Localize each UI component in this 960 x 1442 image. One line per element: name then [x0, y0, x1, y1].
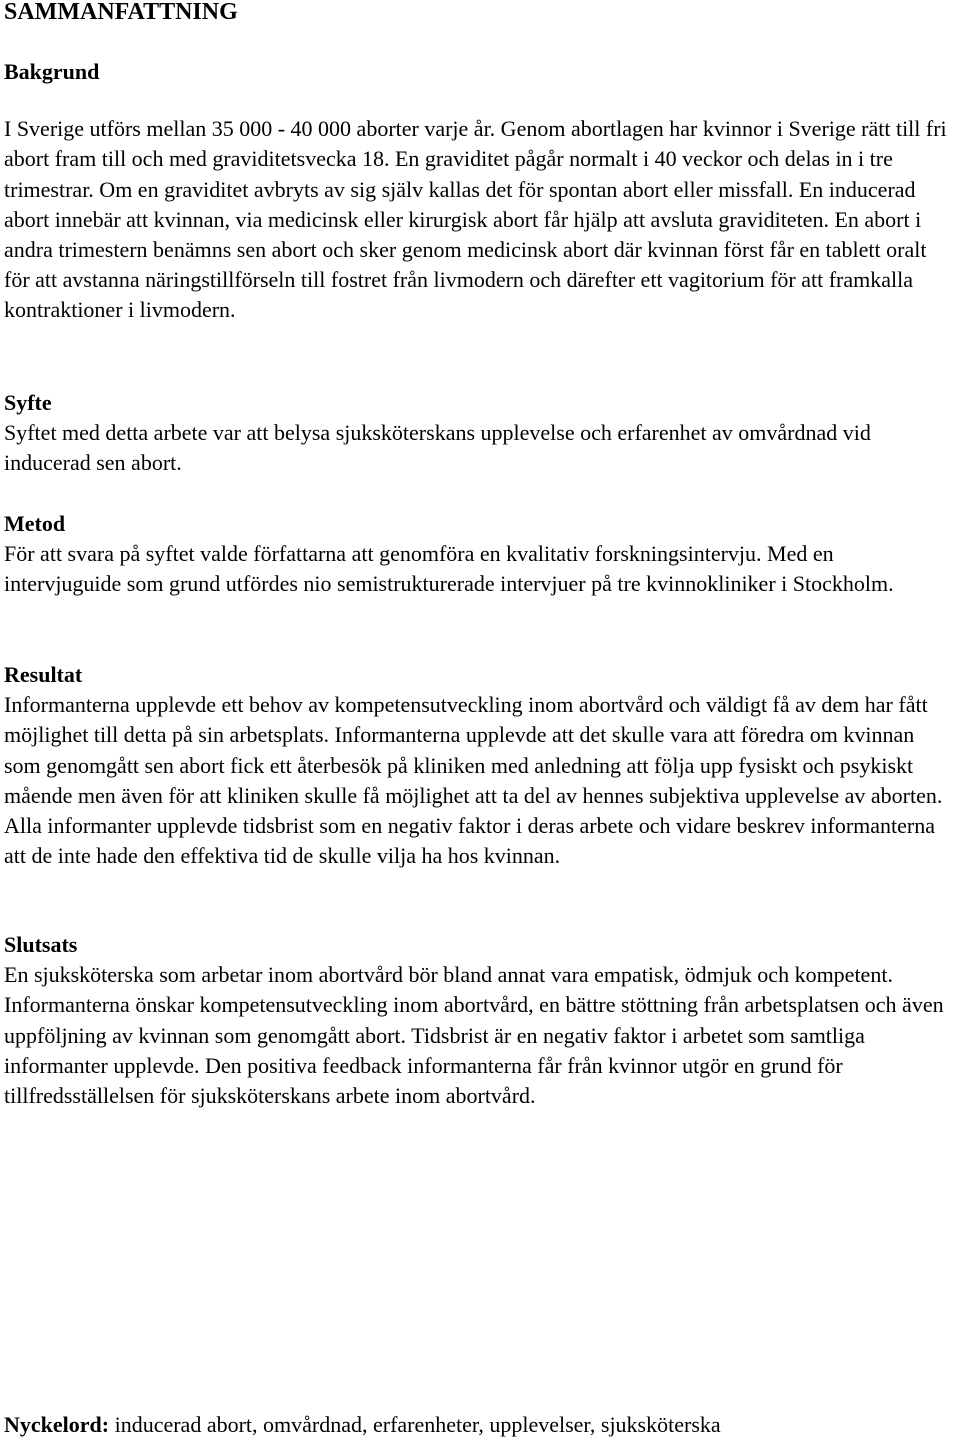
section-syfte	[4, 388, 956, 479]
section-text-slutsats: En sjuksköterska som arbetar inom abortvård bör bland annat vara empatisk, ödmjuk och kompetent. Informanterna önskar kompetensutveckling inom abortvård, en bättre stöttning från arbetsplatsen och även uppföljning av kvinnan som genomgått abort. Tidsbrist är en negativ faktor i arbetet som samtliga informanter upplevde. Den positiva feedback informanterna får från kvinnor utgör en grund för tillfredsställelsen för sjuksköterskans arbete inom abortvård.	[4, 962, 944, 1109]
section-heading-resultat: Resultat	[4, 662, 83, 687]
section-bakgrund	[4, 57, 956, 326]
section-text-metod: För att svara på syftet valde författarna att genomföra en kvalitativ forskningsintervju. Med en intervjuguide som grund utfördes nio semistrukturerade intervjuer på tre kvinnokliniker i Stockholm.	[4, 541, 894, 597]
section-heading-slutsats: Slutsats	[4, 932, 78, 957]
document-title: SAMMANFATTNING	[4, 0, 238, 25]
section-heading-syfte: Syfte	[4, 390, 52, 415]
section-resultat	[4, 660, 956, 871]
section-text-resultat: Informanterna upplevde ett behov av kompetensutveckling inom abortvård och väldigt få av dem har fått möjlighet till detta på sin arbetsplats. Informanterna upplevde att det skulle vara att föredra om kvinnan som genomgått sen abort fick ett återbesök på kliniken med anledning att följa upp fysiskt och psykiskt mående men även för att kliniken skulle få möjlighet att ta del av hennes subjektiva upplevelse av aborten. Alla informanter upplevde tidsbrist som en negativ faktor i deras arbete och vidare beskrev informanterna att de inte hade den effektiva tid de skulle vilja ha hos kvinnan.	[4, 692, 943, 869]
keywords-text: inducerad abort, omvårdnad, erfarenheter, upplevelser, sjuksköterska	[109, 1412, 721, 1437]
section-slutsats	[4, 930, 956, 1111]
section-heading-bakgrund: Bakgrund	[4, 59, 100, 84]
section-heading-metod: Metod	[4, 511, 66, 536]
section-text-syfte: Syftet med detta arbete var att belysa sjuksköterskans upplevelse och erfarenhet av omvårdnad vid inducerad sen abort.	[4, 420, 871, 476]
keywords-label: Nyckelord:	[4, 1412, 110, 1437]
section-metod	[4, 509, 956, 600]
keywords-line	[4, 1410, 956, 1440]
section-text-bakgrund: I Sverige utförs mellan 35 000 - 40 000 aborter varje år. Genom abortlagen har kvinnor i Sverige rätt till fri abort fram till och med graviditetsvecka 18. En graviditet pågår normalt i 40 veckor och delas in i tre trimestrar. Om en graviditet avbryts av sig själv kallas det för spontan abort eller missfall. En inducerad abort innebär att kvinnan, via medicinsk eller kirurgisk abort får hjälp att avsluta graviditeten. En abort i andra trimestern benämns sen abort och sker genom medicinsk abort där kvinnan först får en tablett oralt för att avstanna näringstillförseln till fostret från livmodern och därefter ett vagitorium för att framkalla kontraktioner i livmodern.	[4, 116, 947, 323]
